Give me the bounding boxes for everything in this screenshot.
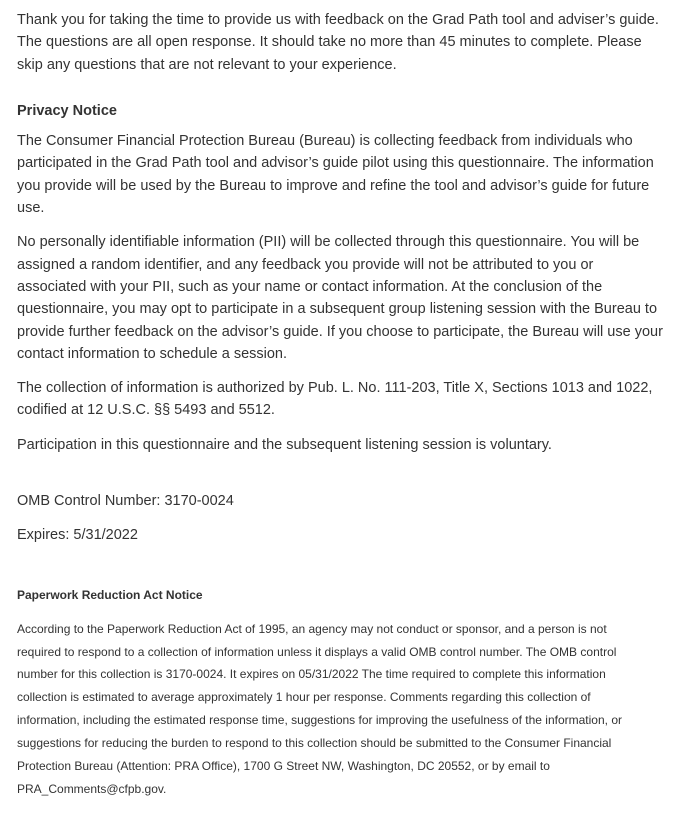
privacy-notice-section	[17, 100, 666, 456]
pra-notice-heading: Paperwork Reduction Act Notice	[17, 587, 203, 602]
omb-info-section	[17, 490, 666, 547]
omb-expiration-date: Expires: 5/31/2022	[17, 527, 138, 544]
omb-control-number: OMB Control Number: 3170-0024	[17, 493, 234, 510]
privacy-notice-heading: Privacy Notice	[17, 102, 117, 119]
pra-notice-section	[17, 587, 666, 801]
privacy-paragraph-purpose: The Consumer Financial Protection Bureau (Bureau) is collecting feedback from individuals who participated in the Grad Path tool and advisor’s guide pilot using this questionnaire. The information you provide will be used by the Bureau to improve and refine the tool and advisor’s guide for future use.	[17, 133, 654, 217]
privacy-paragraph-pii: No personally identifiable information (PII) will be collected through this questionnaire. You will be assigned a random identifier, and any feedback you provide will not be attributed to you or associated with your PII, such as your name or contact information. At the conclusion of the questionnaire, you may opt to participate in a subsequent group listening session with the Bureau to provide further feedback on the advisor’s guide. If you choose to participate, the Bureau will use your contact information to schedule a session.	[17, 234, 663, 362]
intro-paragraph: Thank you for taking the time to provide us with feedback on the Grad Path tool and adviser’s guide. The questions are all open response. It should take no more than 45 minutes to complete. Please skip any questions that are not relevant to your experience.	[17, 12, 659, 73]
privacy-paragraph-authority: The collection of information is authorized by Pub. L. No. 111-203, Title X, Sections 1013 and 1022, codified at 12 U.S.C. §§ 5493 and 5512.	[17, 380, 653, 419]
privacy-paragraph-voluntary: Participation in this questionnaire and the subsequent listening session is voluntary.	[17, 436, 552, 453]
pra-notice-text: According to the Paperwork Reduction Act of 1995, an agency may not conduct or sponsor, and a person is not required to respond to a collection of information unless it displays a valid OMB control number. The OMB control number for this collection is 3170-0024. It expires on 05/31/2022 The time required to complete this information collection is estimated to average approximately 1 hour per response. Comments regarding this collection of information, including the estimated response time, suggestions for improving the usefulness of the information, or suggestions for reducing the burden to respond to this collection should be submitted to the Consumer Financial Protection Bureau (Attention: PRA Office), 1700 G Street NW, Washington, DC 20552, or by email to PRA_Comments@cfpb.gov.	[17, 621, 622, 796]
